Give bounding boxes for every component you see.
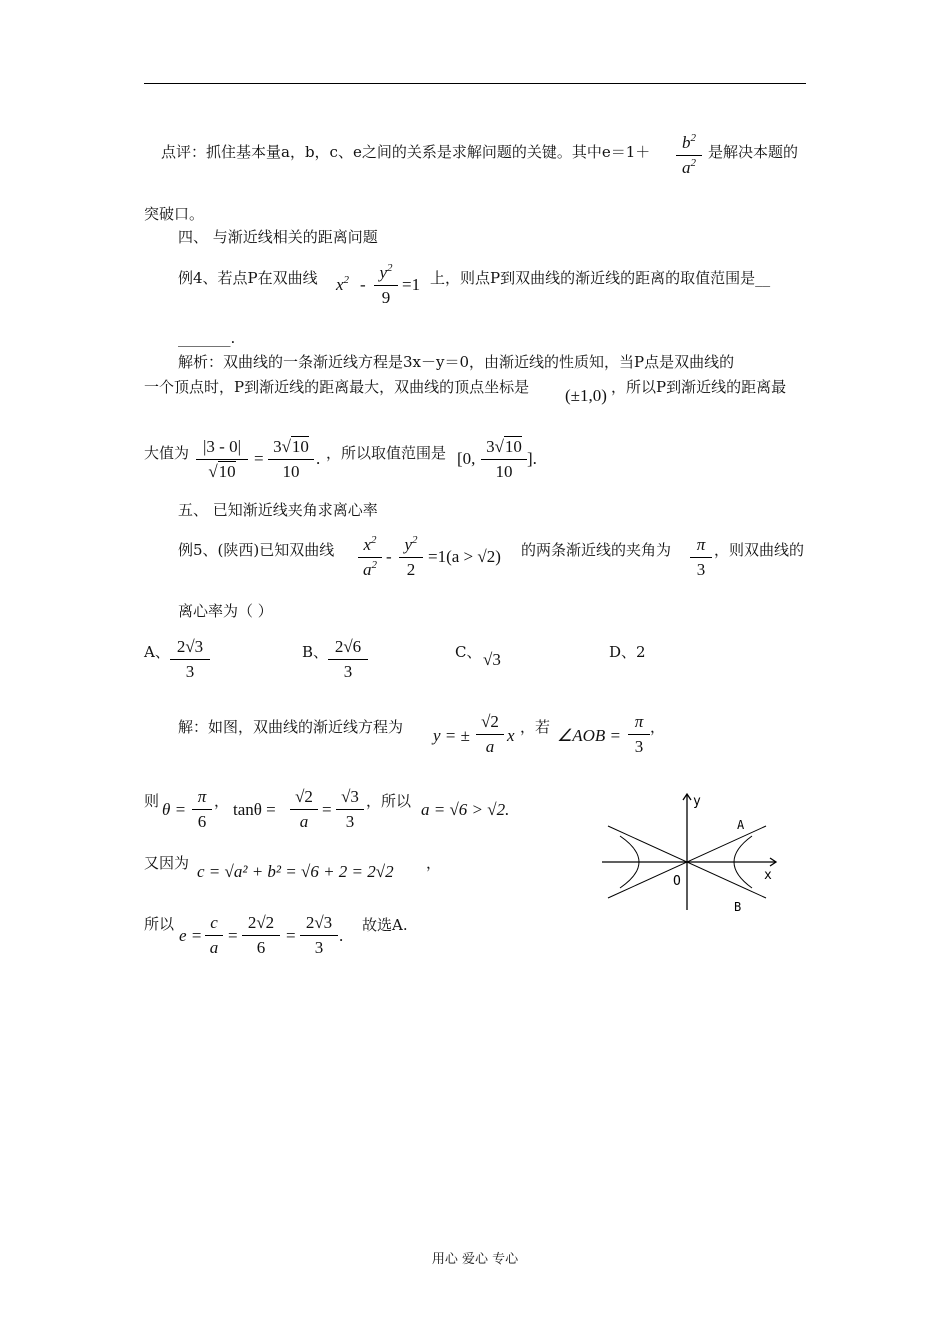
page-footer: 用心 爱心 专心 <box>431 1252 519 1267</box>
hyperbola-figure <box>600 790 785 915</box>
solution-4-line2b: ，所以P到渐近线的距离最 <box>611 378 787 396</box>
angle-aob-value: π 3 <box>628 711 650 758</box>
example-5-y-fraction: $y^2$ 2 <box>399 534 423 581</box>
option-b-value: 2√6 3 <box>328 636 368 683</box>
solution-4-line1: 解析：双曲线的一条渐近线方程是3x－y＝0，由渐近线的性质知，当P点是双曲线的 <box>178 353 735 371</box>
option-c-label: C、 <box>455 643 482 661</box>
option-d: D、2 <box>609 643 646 661</box>
example-4-minus: - <box>360 275 366 294</box>
example-5-x-fraction: $x^2$ $a^2$ <box>358 534 382 581</box>
example-4-suffix: 上，则点P到双曲线的渐近线的距离的取值范围是__ <box>430 269 771 287</box>
y-axis-label: y <box>693 794 701 809</box>
asymptote-y: y = ± <box>433 726 470 745</box>
solution-5-line3: 又因为 <box>144 854 190 872</box>
range-close: ]. <box>527 449 537 468</box>
solution-4-line3b: ，所以取值范围是 <box>326 444 447 462</box>
solution-5-line3-end: ， <box>426 854 442 872</box>
e-fraction-2: 2√2 6 <box>242 912 280 959</box>
solution-5-comma: ， <box>214 792 230 810</box>
example-4-fraction: $y^2$ 9 <box>374 262 398 309</box>
point-b-label: B <box>734 900 742 914</box>
option-a-label: A、 <box>144 643 170 661</box>
origin-label: O <box>673 874 681 889</box>
e-fraction-1: c a <box>205 912 223 959</box>
asymptote-x: x <box>507 726 515 745</box>
e-equals-1: = <box>228 926 238 945</box>
header-rule <box>144 83 806 84</box>
e-period: . <box>339 926 344 945</box>
asymptote-slope: √2 a <box>476 711 504 758</box>
distance-fraction: |3 - 0| √10 <box>196 436 248 483</box>
e-eq: e = <box>179 926 203 945</box>
example-5-minus: - <box>386 547 392 566</box>
example-5-rhs: =1(a > √2) <box>428 547 501 566</box>
example-4-blank: _______. <box>178 329 236 347</box>
answer-choice: 故选A. <box>362 916 408 934</box>
example-5-end: ，则双曲线的 <box>714 541 805 559</box>
vertex-coordinates: (±1,0) <box>565 386 607 405</box>
solution-4-line3a: 大值为 <box>144 444 190 462</box>
section-4-title: 四、 与渐近线相关的距离问题 <box>178 228 378 246</box>
e-fraction-3: 2√3 3 <box>300 912 338 959</box>
example-5-mid: 的两条渐近线的夹角为 <box>521 541 672 559</box>
solution-5-line1-end: ， <box>650 718 666 736</box>
max-distance-fraction: 3√10 10 <box>268 436 314 483</box>
point-a-label: A <box>737 818 745 832</box>
solution-5-ze: 则 <box>144 792 160 810</box>
theta-eq: θ = <box>162 800 187 819</box>
x-axis-label: x <box>764 868 772 883</box>
e-equals-2: = <box>286 926 296 945</box>
equals-sign: = <box>254 449 264 468</box>
solution-5-if: ，若 <box>520 718 551 736</box>
solution-5-line1: 解：如图，双曲线的渐近线方程为 <box>178 718 404 736</box>
theta-value: π 6 <box>192 786 212 833</box>
remark-text: 点评：抓住基本量a，b，c、e之间的关系是求解问题的关键。其中e＝1＋ <box>161 143 651 161</box>
option-a-value: 2√3 3 <box>170 636 210 683</box>
example-5-question: 离心率为（ ） <box>178 602 273 620</box>
range-upper-fraction: 3√10 10 <box>481 436 527 483</box>
a-result: a = √6 > √2. <box>421 800 510 819</box>
example-5-angle-fraction: π 3 <box>690 534 712 581</box>
solution-5-line4: 所以 <box>144 915 175 933</box>
tan-fraction-1: √2 a <box>290 786 318 833</box>
solution-5-suoyi: ，所以 <box>366 792 412 810</box>
solution-4-line2a: 一个顶点时，P到渐近线的距离最大，双曲线的顶点坐标是 <box>144 378 530 396</box>
tan-fraction-2: √3 3 <box>336 786 364 833</box>
example-4-prefix: 例4、若点P在双曲线 <box>178 269 318 287</box>
period: . <box>316 449 321 468</box>
example-5-prefix: 例5、(陕西)已知双曲线 <box>178 541 335 559</box>
remark-text-after: 是解决本题的 <box>708 143 799 161</box>
option-b-label: B、 <box>302 643 329 661</box>
tan-theta: tanθ = <box>233 800 276 819</box>
tan-equals: = <box>322 800 332 819</box>
remark-fraction: $b^2$ $a^2$ <box>676 132 702 179</box>
angle-aob: ∠AOB = <box>557 726 622 745</box>
option-c-value: √3 <box>483 650 501 669</box>
section-5-title: 五、 已知渐近线夹角求离心率 <box>178 501 378 519</box>
range-open: [0, <box>457 449 476 468</box>
example-4-x: $x^2$ <box>336 274 350 294</box>
c-expression: c = √a² + b² = √6 + 2 = 2√2 <box>197 862 394 881</box>
remark-continuation: 突破口。 <box>144 205 205 223</box>
example-4-rhs: =1 <box>402 275 421 294</box>
